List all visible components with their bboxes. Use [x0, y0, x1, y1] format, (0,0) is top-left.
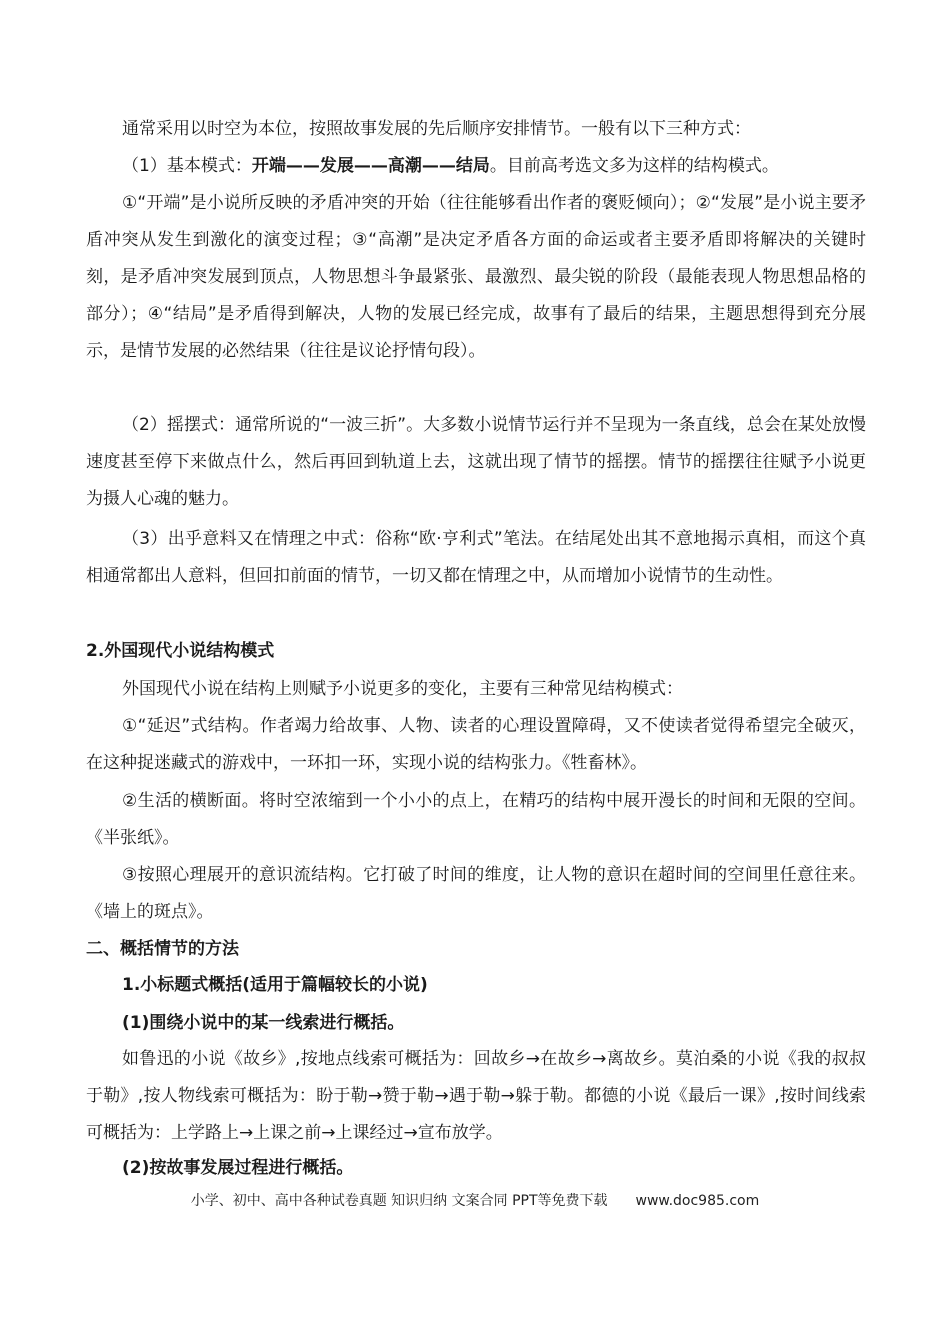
heading-process-method: (2)按故事发展过程进行概括。	[122, 1158, 354, 1178]
footer-text: 小学、初中、高中各种试卷真题 知识归纳 文案合同 PPT等免费下载	[190, 1193, 608, 1209]
paragraph-delay-structure: ①“延迟”式结构。作者竭力给故事、人物、读者的心理设置障碍，又不使读者觉得希望完全破灭，在这种捉迷藏式的游戏中，一环扣一环，实现小说的结构张力。《牲畜林》。	[86, 716, 866, 773]
paragraph-basic-detail: ①“开端”是小说所反映的矛盾冲突的开始（往往能够看出作者的褒贬倾向）；②“发展”是小说主要矛盾冲突从发生到激化的演变过程；③“高潮”是决定矛盾各方面的命运或者主要矛盾即将解决的关键时刻，是矛盾冲突发展到顶点，人物思想斗争最紧张、最激烈、最尖锐的阶段（最能表现人物思想品格的部分）；④“结局”是矛盾得到解决，人物的发展已经完成，故事有了最后的结果，主题思想得到充分展示，是情节发展的必然结果（往往是议论抒情句段）。	[86, 193, 866, 361]
basic-mode-stages: 开端——发展——高潮——结局	[251, 156, 490, 176]
basic-mode-prefix: （1）基本模式：	[122, 156, 252, 176]
paragraph-intro: 通常采用以时空为本位，按照故事发展的先后顺序安排情节。一般有以下三种方式：	[122, 119, 751, 139]
heading-foreign-structure: 2.外国现代小说结构模式	[86, 641, 275, 661]
paragraph-cross-section: ②生活的横断面。将时空浓缩到一个小小的点上，在精巧的结构中展开漫长的时间和无限的空间。《半张纸》。	[86, 791, 866, 848]
paragraph-surprise: （3）出乎意料又在情理之中式：俗称“欧·亨利式”笔法。在结尾处出其不意地揭示真相，而这个真相通常都出人意料，但回扣前面的情节，一切又都在情理之中，从而增加小说情节的生动性。	[86, 529, 866, 586]
basic-mode-suffix: 。目前高考选文多为这样的结构模式。	[489, 156, 779, 176]
page-footer	[0, 1191, 950, 1211]
heading-subtitle-method: 1.小标题式概括(适用于篇幅较长的小说)	[122, 975, 428, 995]
heading-clue-method: (1)围绕小说中的某一线索进行概括。	[122, 1013, 405, 1033]
heading-summary-methods: 二、概括情节的方法	[86, 939, 239, 959]
paragraph-swing: （2）摇摆式：通常所说的“一波三折”。大多数小说情节运行并不呈现为一条直线，总会在某处放慢速度甚至停下来做点什么，然后再回到轨道上去，这就出现了情节的摇摆。情节的摇摆往往赋予小说更为摄人心魂的魅力。	[86, 415, 866, 509]
footer-url: www.doc985.com	[635, 1193, 760, 1209]
paragraph-foreign-intro: 外国现代小说在结构上则赋予小说更多的变化，主要有三种常见结构模式：	[122, 679, 683, 699]
paragraph-basic-mode	[86, 148, 866, 185]
paragraph-stream-of-consciousness: ③按照心理展开的意识流结构。它打破了时间的维度，让人物的意识在超时间的空间里任意往来。《墙上的斑点》。	[86, 865, 866, 922]
paragraph-examples: 如鲁迅的小说《故乡》,按地点线索可概括为：回故乡→在故乡→离故乡。莫泊桑的小说《我的叔叔于勒》,按人物线索可概括为：盼于勒→赞于勒→遇于勒→躲于勒。都德的小说《最后一课》,按时间线索可概括为：上学路上→上课之前→上课经过→宣布放学。	[86, 1049, 866, 1143]
